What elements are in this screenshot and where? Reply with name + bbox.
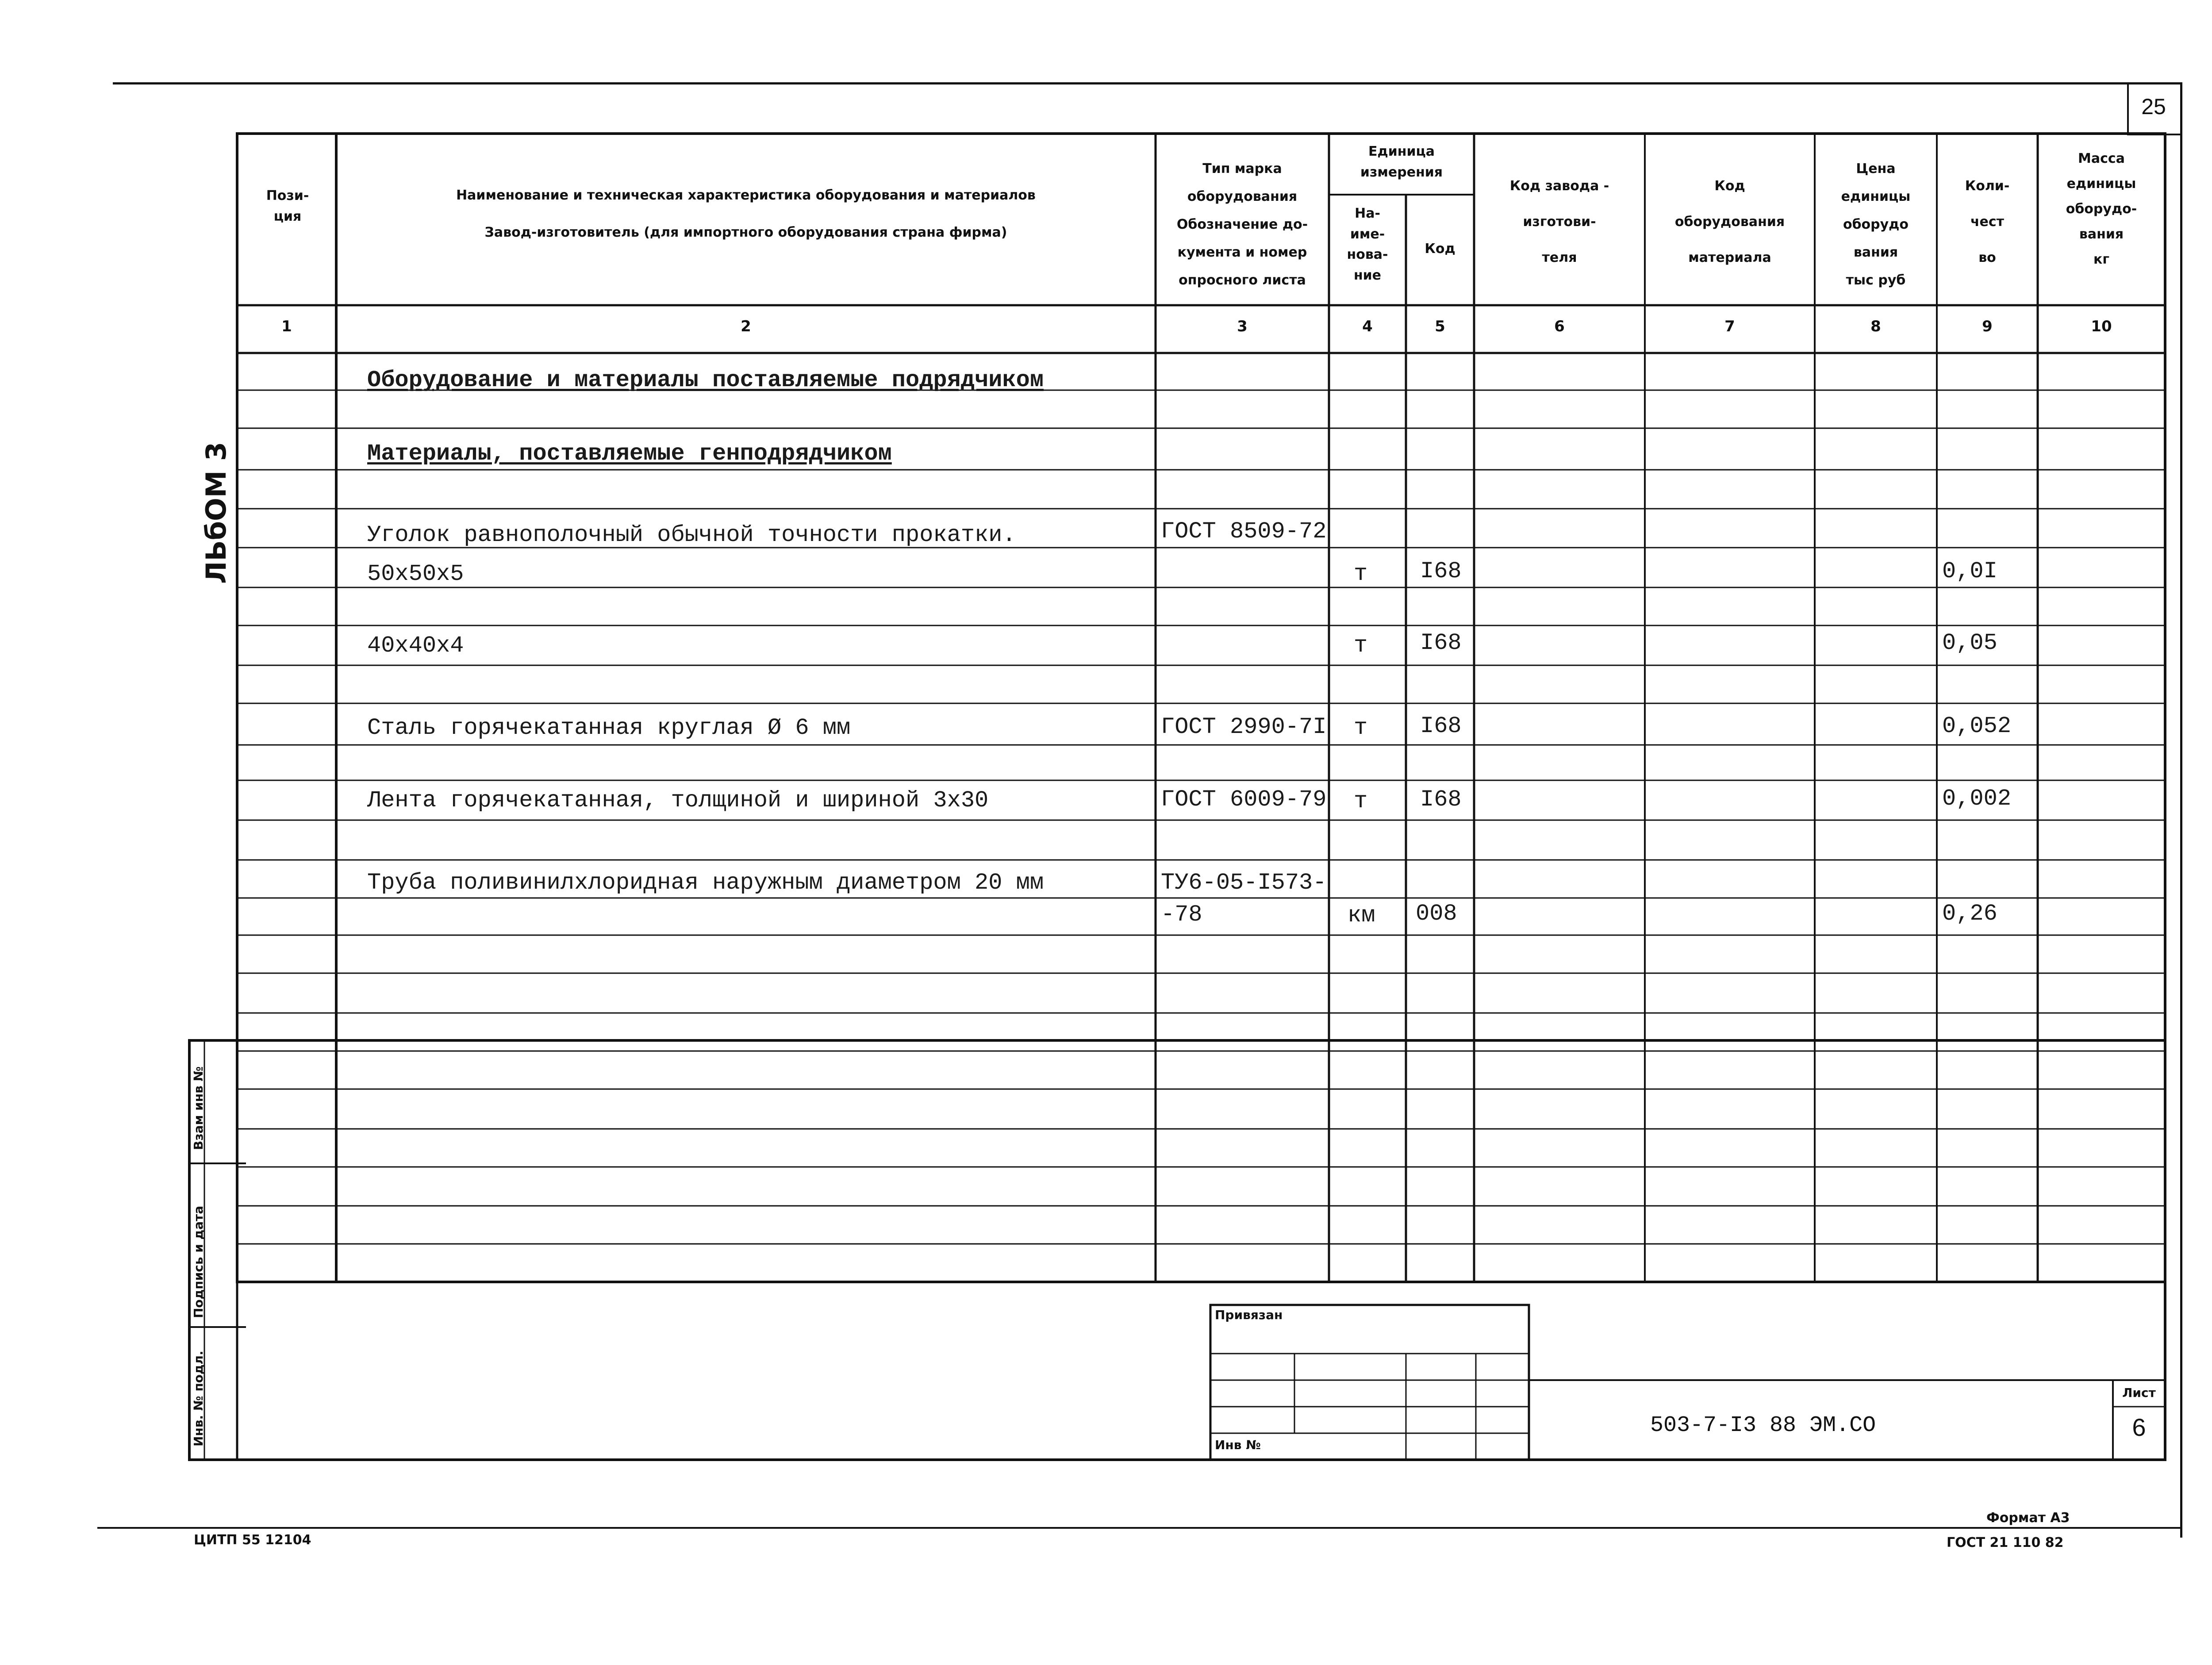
item-qty: 0,0I xyxy=(1942,558,1997,584)
stamp-podpis-data: Подпись и дата xyxy=(191,1205,206,1318)
item-unit: т xyxy=(1354,715,1368,741)
section-heading: Оборудование и материалы поставляемые подрядчиком xyxy=(367,367,1044,393)
section-heading: Материалы, поставляемые генподрядчиком xyxy=(367,441,892,467)
footer-format: Формат А3 xyxy=(1986,1510,2070,1526)
document-code: 503-7-I3 88 ЭМ.СО xyxy=(1650,1413,1876,1438)
column-number: 7 xyxy=(1724,318,1735,335)
side-note: ЛЬбОМ 3 xyxy=(200,441,232,584)
header-equipment-code: Код оборудования материала xyxy=(1674,178,1785,265)
column-number: 8 xyxy=(1870,318,1881,335)
page-number: 25 xyxy=(2141,94,2166,119)
item-unit: т xyxy=(1354,633,1368,659)
stamp-inv-podl: Инв. № подл. xyxy=(191,1350,206,1446)
header-factory-code: Код завода - изготови- теля xyxy=(1509,178,1609,265)
footer-gost: ГОСТ 21 110 82 xyxy=(1947,1535,2064,1550)
item-name: Уголок равнополочный обычной точности прокатки. xyxy=(367,522,1016,548)
header-unit-code: Код xyxy=(1425,241,1455,257)
header-quantity: Коли- чест во xyxy=(1965,178,2010,265)
header-position: Пози- ция xyxy=(266,188,309,224)
sheet-label: Лист xyxy=(2122,1385,2156,1400)
column-number: 9 xyxy=(1982,318,1993,335)
item-unit: км xyxy=(1348,902,1375,928)
item-name: Сталь горячекатанная круглая Ø 6 мм xyxy=(367,715,851,741)
item-qty: 0,052 xyxy=(1942,713,2012,739)
header-unit-group: Единица измерения xyxy=(1360,144,1443,180)
footer-left: ЦИТП 55 12104 xyxy=(194,1532,311,1548)
item-unit: т xyxy=(1354,788,1368,814)
column-number: 10 xyxy=(2091,318,2112,335)
item-code: 008 xyxy=(1416,901,1457,927)
inv-no-label: Инв № xyxy=(1215,1438,1261,1452)
item-name: 40x40x4 xyxy=(367,633,464,659)
item-doc: ГОСТ 2990-7I xyxy=(1161,714,1327,740)
item-name: Лента горячекатанная, толщиной и шириной 3x30 xyxy=(367,787,989,813)
item-name: Труба поливинилхлоридная наружным диаметром 20 мм xyxy=(367,870,1044,896)
item-name: 50x50x5 xyxy=(367,561,464,587)
item-qty: 0,05 xyxy=(1942,630,1997,656)
item-qty: 0,002 xyxy=(1942,786,2012,812)
header-price: Цена единицы оборудо вания тыс руб xyxy=(1841,161,1911,288)
item-code: I68 xyxy=(1420,713,1462,739)
item-doc: ГОСТ 6009-79 xyxy=(1161,786,1327,813)
item-qty: 0,26 xyxy=(1942,901,1997,927)
sheet-number: 6 xyxy=(2132,1413,2146,1441)
header-unit-name: На- име- нова- ние xyxy=(1347,206,1388,283)
item-code: I68 xyxy=(1420,558,1462,584)
privyazan-label: Привязан xyxy=(1215,1308,1283,1322)
column-number: 1 xyxy=(281,318,292,335)
header-mass: Масса единицы оборудо- вания кг xyxy=(2066,151,2137,267)
item-code: I68 xyxy=(1420,630,1462,656)
column-number: 5 xyxy=(1435,318,1445,335)
item-code: I68 xyxy=(1420,786,1462,813)
column-number: 4 xyxy=(1362,318,1373,335)
item-doc: ГОСТ 8509-72 xyxy=(1161,518,1327,545)
item-doc: ТУ6-05-I573- xyxy=(1161,870,1327,896)
item-doc: -78 xyxy=(1161,902,1202,928)
column-number: 2 xyxy=(741,318,751,335)
stamp-vzam-inv: Взам инв № xyxy=(191,1066,206,1150)
header-name: Наименование и техническая характеристика оборудования и материалов Завод-изготовитель (для импортного оборудования страна фирма) xyxy=(456,188,1036,240)
header-type: Тип марка оборудования Обозначение до- кумента и номер опросного листа xyxy=(1176,161,1308,288)
column-number: 3 xyxy=(1237,318,1248,335)
item-unit: т xyxy=(1354,561,1368,587)
column-number: 6 xyxy=(1554,318,1565,335)
